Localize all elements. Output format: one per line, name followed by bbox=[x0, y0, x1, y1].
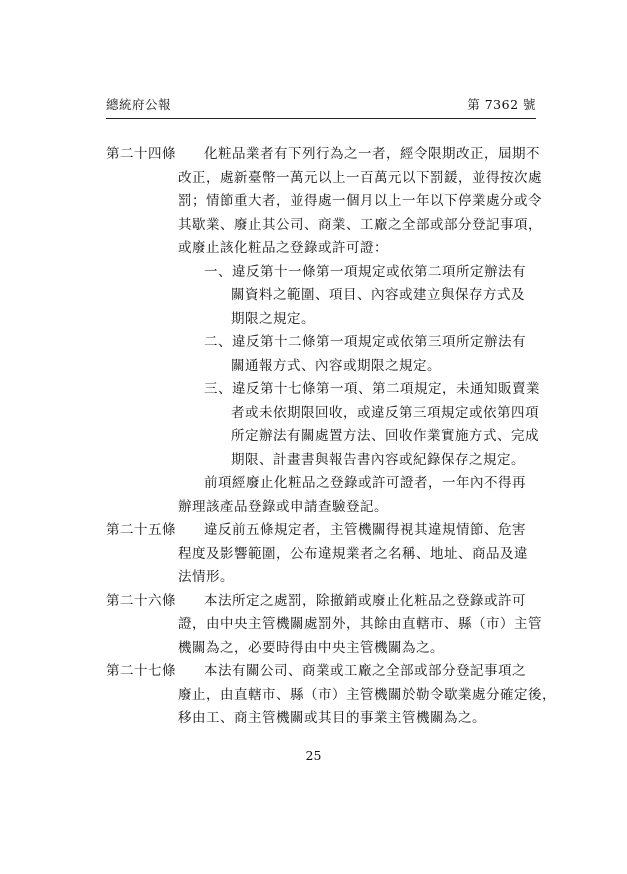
text-line: 改正，處新臺幣一萬元以上一百萬元以下罰鍰，並得按次處 bbox=[178, 169, 542, 186]
text-line: 辦理該產品登錄或申請查驗登記。 bbox=[178, 498, 388, 515]
text-line: 移由工、商主管機關或其目的事業主管機關為之。 bbox=[178, 710, 486, 726]
list-item-continuation: 期限之規定。 bbox=[231, 310, 315, 327]
text-line: 法情形。 bbox=[178, 569, 234, 585]
paragraph-line: 前項經廢止化粧品之登錄或許可證者，一年內不得再 bbox=[204, 475, 526, 491]
text-line: 廢止，由直轄市、縣（市）主管機關於勒令歇業處分確定後， bbox=[178, 686, 556, 703]
list-item-continuation: 期限、計畫書與報告書內容或紀錄保存之規定。 bbox=[231, 451, 525, 468]
page-number: 25 bbox=[305, 748, 322, 763]
article-text: 本法有關公司、商業或工廠之全部或部分登記事項之 bbox=[204, 663, 526, 679]
page-header bbox=[106, 95, 536, 115]
article-text: 本法所定之處罰，除撤銷或廢止化粧品之登錄或許可 bbox=[204, 592, 526, 609]
list-item-line: 三、違反第十七條第一項、第二項規定，未通知販賣業 bbox=[204, 381, 540, 397]
issue-number: 第 7362 號 bbox=[467, 97, 536, 112]
text-line: 罰；情節重大者，並得處一個月以上一年以下停業處分或令 bbox=[178, 193, 542, 209]
article-heading-line bbox=[106, 143, 538, 167]
text-line: 機關為之，必要時得由中央主管機關為之。 bbox=[178, 639, 444, 656]
list-item-continuation: 關資料之範圍、項目、內容或建立與保存方式及 bbox=[231, 287, 525, 303]
publication-title: 總統府公報 bbox=[106, 97, 172, 112]
list-item-line: 二、違反第十二條第一項規定或依第三項所定辦法有 bbox=[204, 334, 526, 350]
article-text: 違反前五條規定者，主管機關得視其違規情節、危害 bbox=[204, 522, 526, 538]
article-heading-line bbox=[106, 519, 538, 543]
text-line: 或廢止該化粧品之登錄或許可證： bbox=[178, 240, 388, 256]
article-text: 化粧品業者有下列行為之一者，經令限期改正，屆期不 bbox=[204, 146, 540, 162]
article-number: 第二十七條 bbox=[106, 663, 176, 679]
list-item-continuation: 者或未依期限回收，或違反第三項規定或依第四項 bbox=[231, 404, 539, 421]
document-body bbox=[106, 143, 556, 731]
header-rule bbox=[106, 118, 536, 119]
article-number: 第二十四條 bbox=[106, 146, 176, 162]
article-number: 第二十五條 bbox=[106, 522, 176, 538]
article-number: 第二十六條 bbox=[106, 592, 176, 609]
list-item-continuation: 所定辦法有關處置方法、回收作業實施方式、完成 bbox=[231, 428, 539, 444]
list-item-line: 一、違反第十一條第一項規定或依第二項所定辦法有 bbox=[204, 263, 526, 280]
article-heading-line bbox=[106, 660, 538, 684]
list-item-continuation: 關通報方式、內容或期限之規定。 bbox=[231, 357, 441, 374]
article-heading-line bbox=[106, 590, 538, 614]
text-line: 證，由中央主管機關處罰外，其餘由直轄市、縣（市）主管 bbox=[178, 616, 542, 632]
text-line: 其歇業、廢止其公司、商業、工廠之全部或部分登記事項， bbox=[178, 216, 542, 233]
text-line: 程度及影響範圍，公布違規業者之名稱、地址、商品及違 bbox=[178, 545, 528, 562]
